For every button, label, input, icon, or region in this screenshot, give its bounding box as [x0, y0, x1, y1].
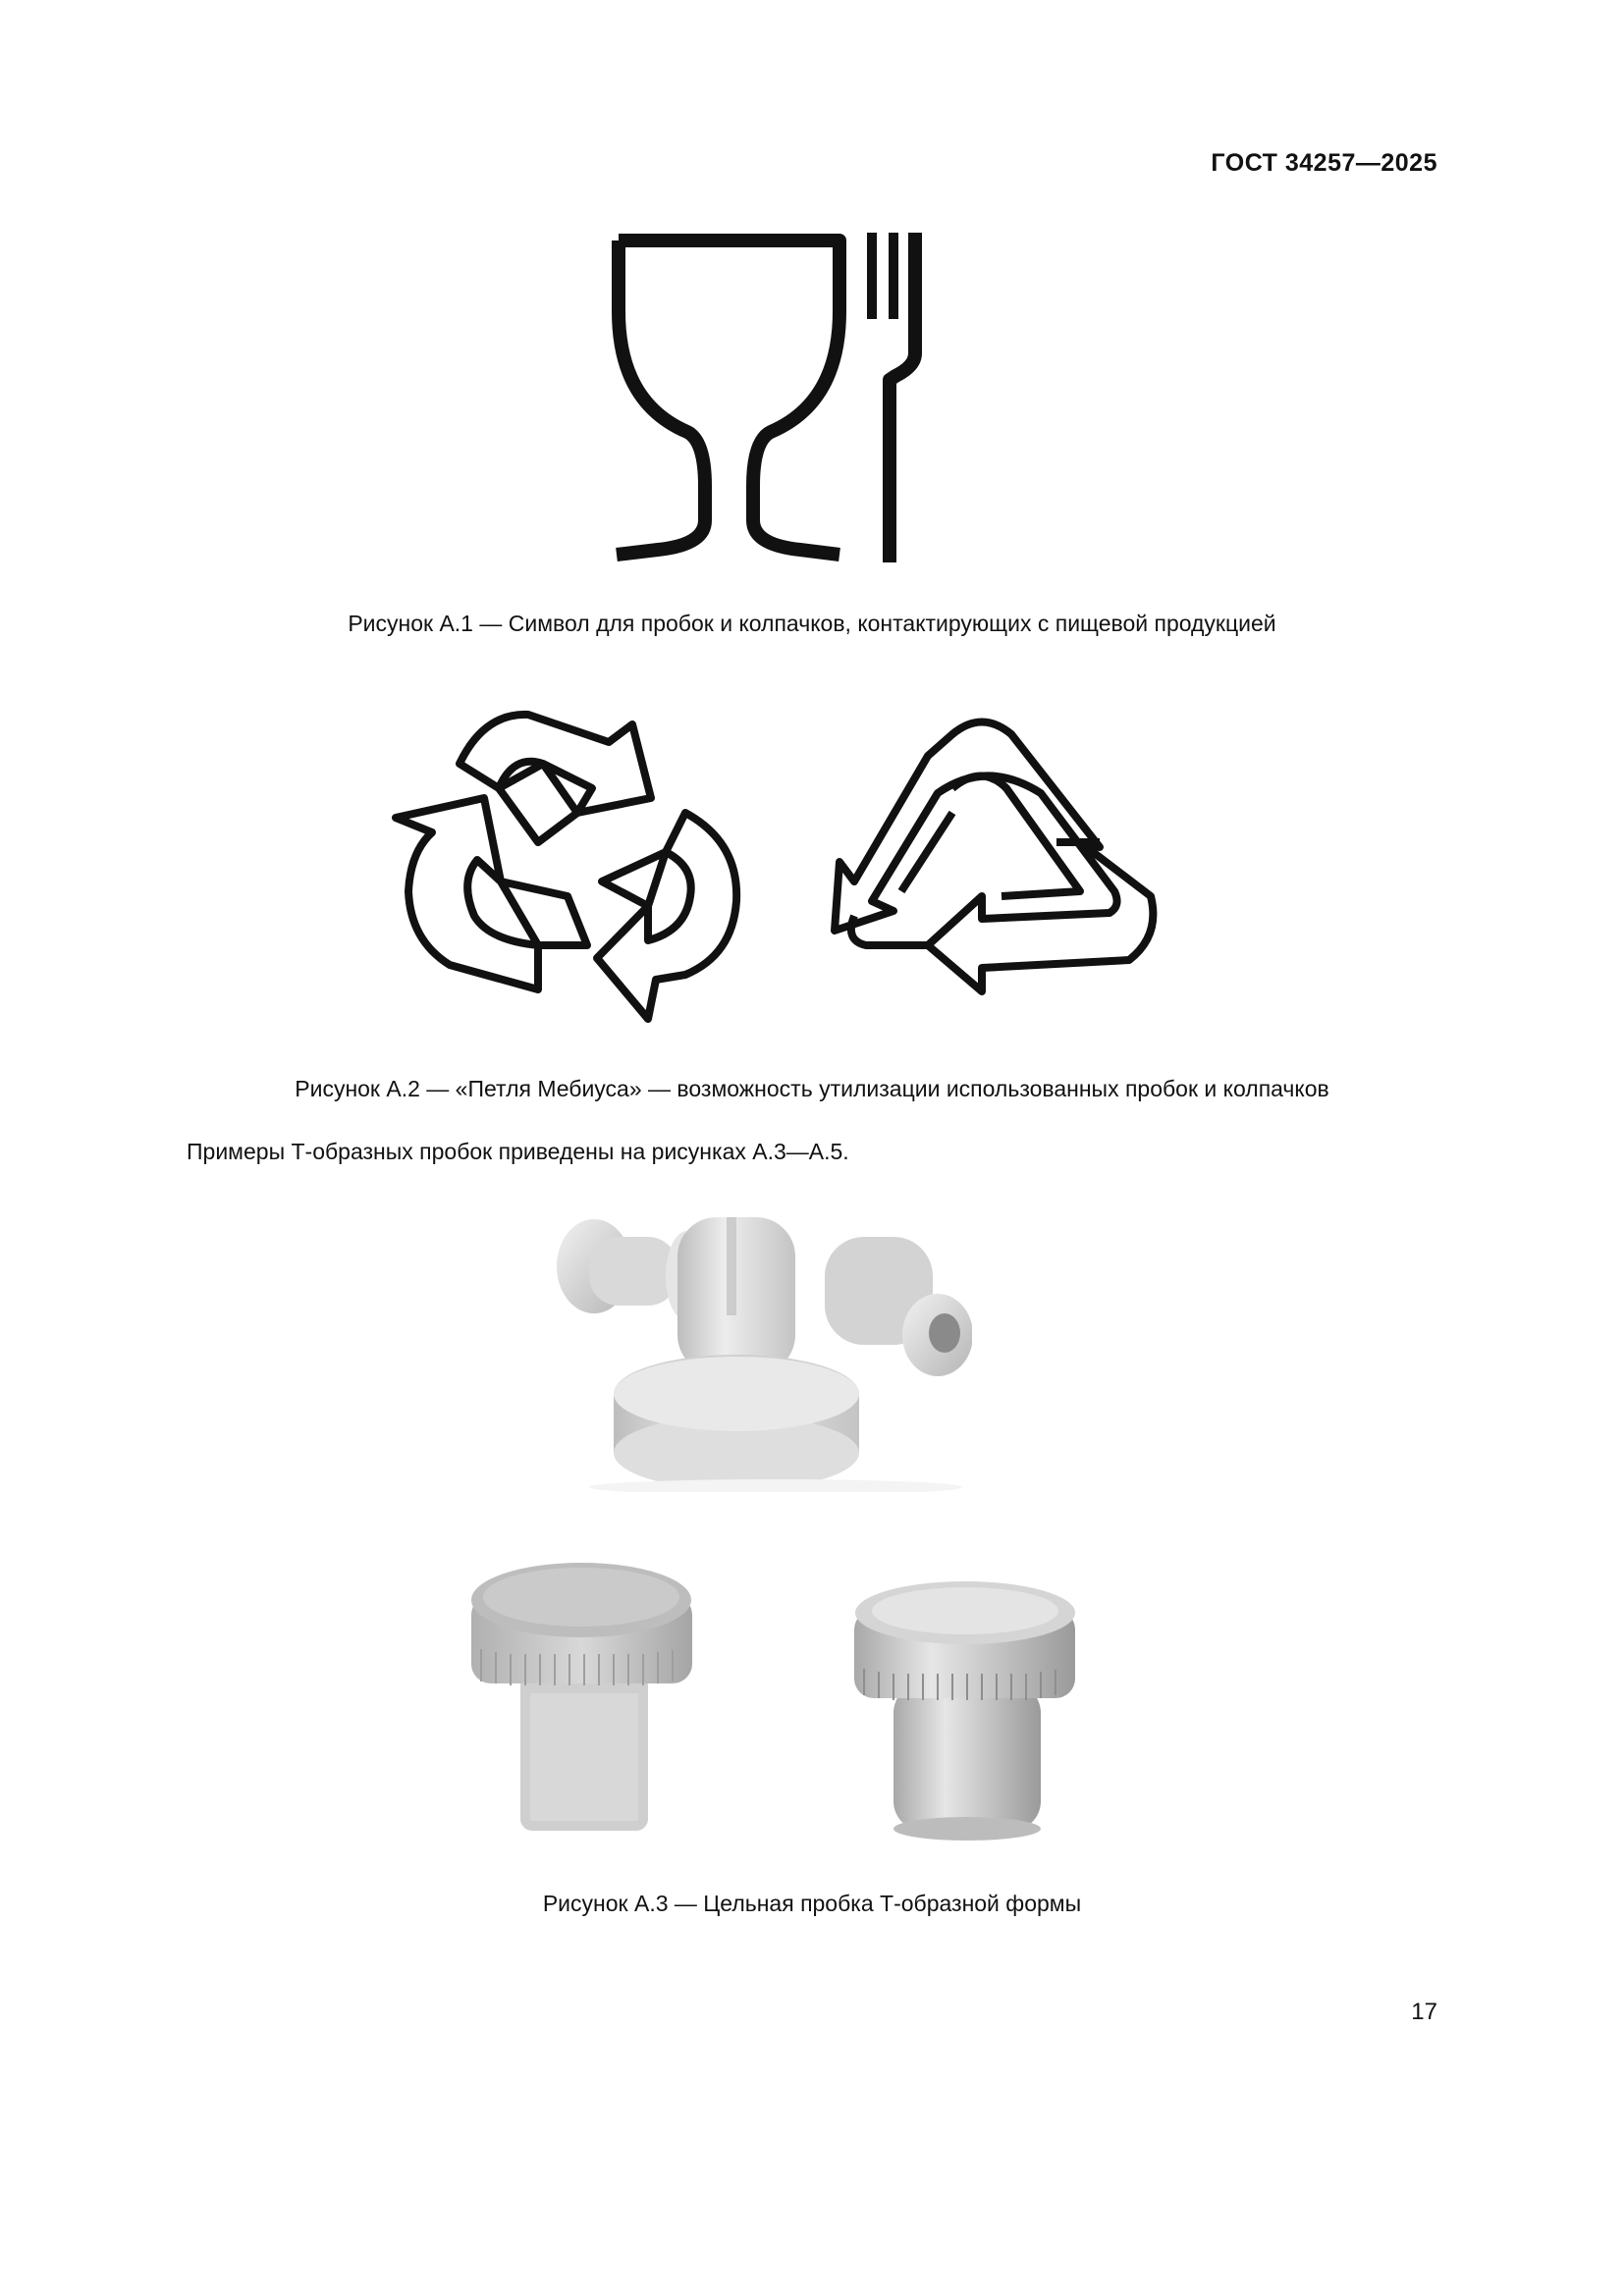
stopper-photo-left [461, 1556, 697, 1841]
recycle-arrows-icon [391, 695, 774, 1039]
stoppers-group-photo [550, 1207, 972, 1492]
recycle-triangle-icon [805, 695, 1168, 1029]
body-paragraph: Примеры Т-образных пробок приведены на рисунках А.3—А.5. [187, 1139, 849, 1164]
stopper-photo-right [849, 1575, 1085, 1841]
page-number: 17 [1411, 1999, 1437, 2025]
figure-a3-caption: Рисунок А.3 — Цельная пробка Т-образной формы [542, 1891, 1082, 1916]
glass-fork-icon [589, 221, 962, 574]
glass-outline-right [619, 240, 839, 555]
document-code: ГОСТ 34257—2025 [1211, 149, 1437, 177]
figure-a1-caption: Рисунок А.1 — Символ для пробок и колпачков, контактирующих с пищевой продукцией [348, 611, 1276, 636]
figure-a2-caption: Рисунок А.2 — «Петля Мебиуса» — возможность утилизации использованных пробок и колпачков [295, 1076, 1329, 1101]
glass-outline [617, 240, 705, 555]
